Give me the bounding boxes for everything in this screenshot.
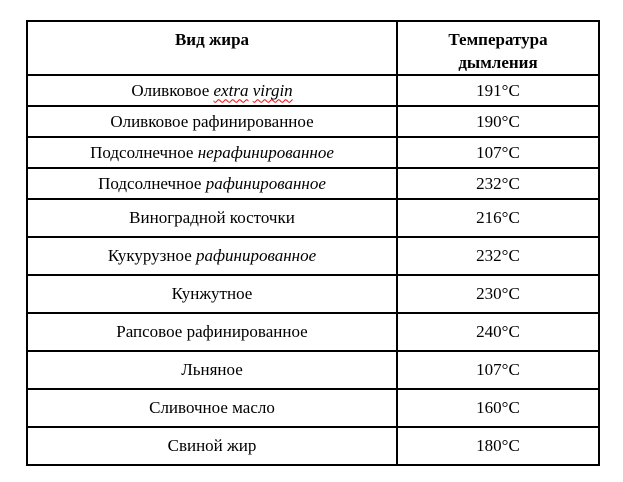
fat-type-cell xyxy=(27,427,397,465)
smoke-temp-cell: 216°C xyxy=(397,199,599,237)
smoke-temp-cell: 191°C xyxy=(397,75,599,106)
smoke-point-table xyxy=(26,20,600,466)
misspelled-word: extra xyxy=(213,80,249,100)
smoke-temp-cell: 107°C xyxy=(397,137,599,168)
smoke-temp-cell: 232°C xyxy=(397,168,599,199)
fat-type-cell xyxy=(27,168,397,199)
smoke-temp-cell: 232°C xyxy=(397,237,599,275)
smoke-temp-cell: 240°C xyxy=(397,313,599,351)
fat-type-text: Сливочное масло xyxy=(149,398,275,417)
fat-type-cell xyxy=(27,389,397,427)
col-header-smoke-temp xyxy=(397,21,599,75)
fat-type-cell xyxy=(27,313,397,351)
col-header-fat-type xyxy=(27,21,397,75)
fat-type-text: рафинированное xyxy=(195,246,317,265)
col-header-fat-type-label: Вид жира xyxy=(174,30,250,49)
table-row xyxy=(27,313,599,351)
table-row xyxy=(27,75,599,106)
fat-type-text: рафинированное xyxy=(205,173,326,193)
table-row xyxy=(27,106,599,137)
smoke-temp-cell: 107°C xyxy=(397,351,599,389)
smoke-temp-cell: 180°C xyxy=(397,427,599,465)
fat-type-cell xyxy=(27,199,397,237)
smoke-temp-cell: 230°C xyxy=(397,275,599,313)
fat-type-text: Оливковое xyxy=(131,80,214,100)
col-header-smoke-temp-line2: дымления xyxy=(458,53,538,72)
table-row xyxy=(27,389,599,427)
table-row xyxy=(27,168,599,199)
misspelled-word: virgin xyxy=(252,80,293,100)
fat-type-cell xyxy=(27,137,397,168)
header-row xyxy=(27,21,599,75)
fat-type-text: Оливковое рафинированное xyxy=(110,111,314,131)
fat-type-text: Подсолнечное xyxy=(90,142,198,162)
fat-type-text: Виноградной косточки xyxy=(129,208,295,227)
table-body xyxy=(27,75,599,465)
fat-type-cell xyxy=(27,106,397,137)
fat-type-text: Рапсовое рафинированное xyxy=(116,322,308,341)
table-row xyxy=(27,137,599,168)
fat-type-text: Свиной жир xyxy=(167,436,257,455)
smoke-temp-cell: 160°C xyxy=(397,389,599,427)
fat-type-text: Подсолнечное xyxy=(98,173,206,193)
fat-type-cell xyxy=(27,237,397,275)
smoke-temp-cell: 190°C xyxy=(397,106,599,137)
fat-type-text: Кукурузное xyxy=(107,246,196,265)
table-row xyxy=(27,199,599,237)
fat-type-cell xyxy=(27,275,397,313)
col-header-smoke-temp-line1: Температура xyxy=(448,30,548,49)
fat-type-cell xyxy=(27,75,397,106)
table-row xyxy=(27,351,599,389)
fat-type-text: Кунжутное xyxy=(171,284,253,303)
table-row xyxy=(27,427,599,465)
fat-type-cell xyxy=(27,351,397,389)
table-row xyxy=(27,275,599,313)
fat-type-text: Льняное xyxy=(181,360,243,379)
fat-type-text: нерафинированное xyxy=(197,142,334,162)
table-row xyxy=(27,237,599,275)
